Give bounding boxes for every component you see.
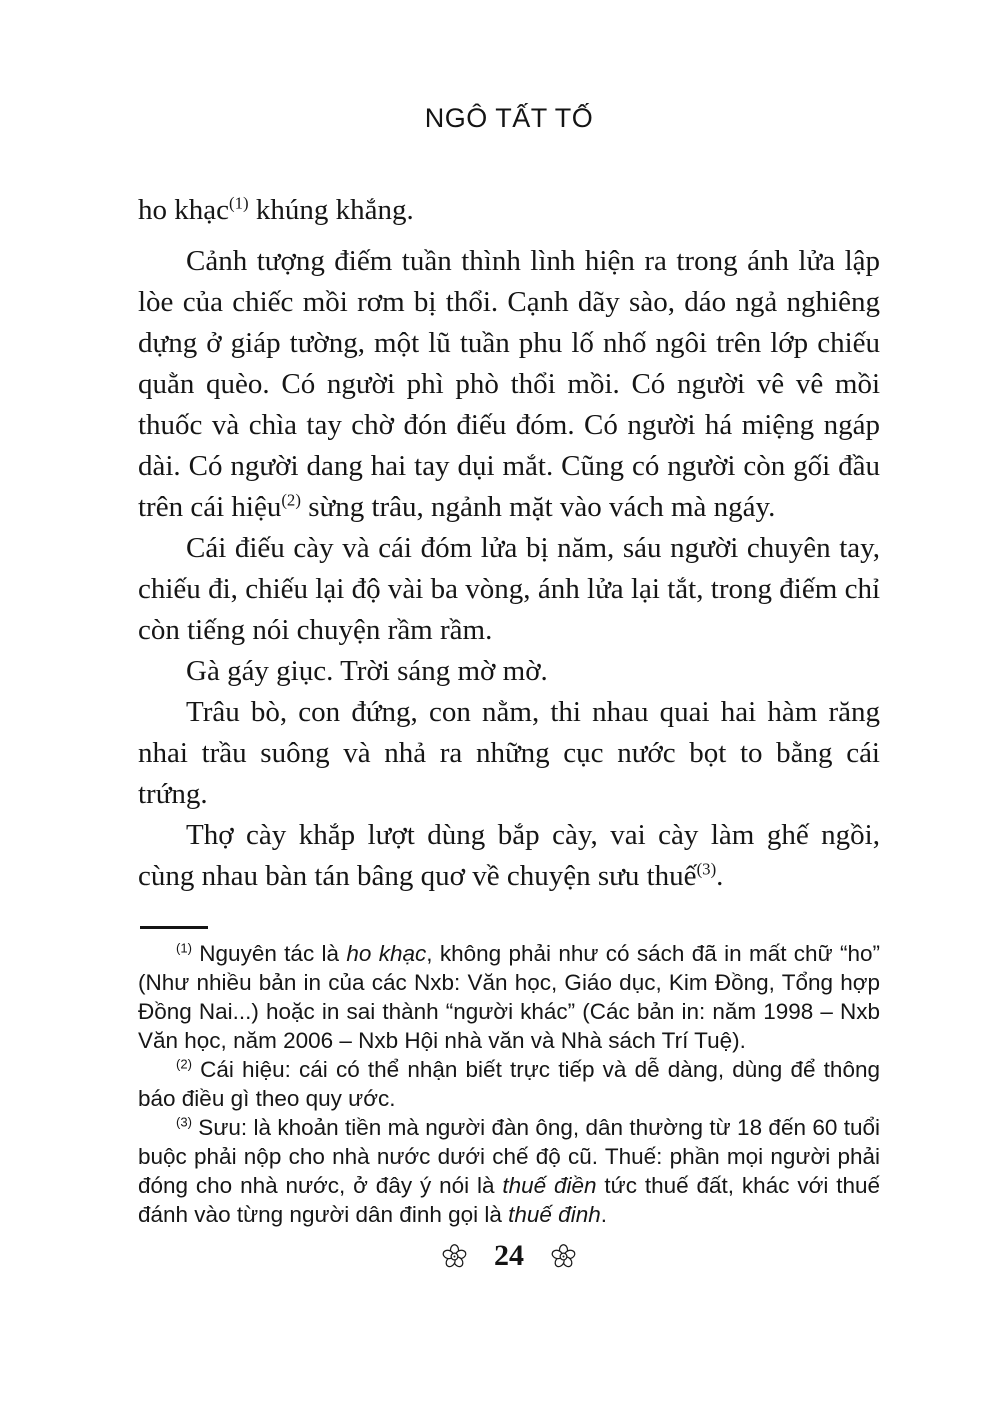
footnote: $^{(1)}$ Nguyên tác là ho khạc, không phải như có sách đã in mất chữ “ho” (Như nhiều bản in của các Nxb: Văn học, Giáo dục, Kim Đồng, Tổng hợp Đồng Nai...) hoặc in sai thành “người khác” (Các bản in: năm 1998 – Nxb Văn học, năm 2006 – Nxb Hội nhà văn và Nhà sách Trí Tuệ). (138, 940, 880, 1053)
body-paragraph: Thợ cày khắp lượt dùng bắp cày, vai cày làm ghế ngồi, cùng nhau bàn tán bâng quơ về chuyện sưu thuế$^{(3)}$. (138, 819, 880, 892)
body-text (138, 190, 880, 897)
body-paragraph: Trâu bò, con đứng, con nằm, thi nhau quai hai hàm răng nhai trầu suông và nhả ra những cục nước bọt to bằng cái trứng. (138, 696, 880, 810)
body-paragraph: Gà gáy giục. Trời sáng mờ mờ. (186, 655, 548, 687)
flower-ornament-icon (550, 1243, 577, 1270)
footnote: $^{(2)}$ Cái hiệu: cái có thể nhận biết trực tiếp và dễ dàng, dùng để thông báo điều gì theo quy ước. (138, 1056, 880, 1111)
footnote-separator (140, 926, 208, 929)
body-paragraph: Cảnh tượng điếm tuần thình lình hiện ra trong ánh lửa lập lòe của chiếc mồi rơm bị thổi. Cạnh dãy sào, dáo ngả nghiêng dựng ở giáp tường, một lũ tuần phu lố nhố ngôi trên lớp chiếu quằn quèo. Có người phì phò thổi mồi. Có người vê vê mồi thuốc và chìa tay chờ đón điếu đóm. Có người há miệng ngáp dài. Có người dang hai tay dụi mắt. Cũng có người còn gối đầu trên cái hiệu$^{(2)}$ sừng trâu, ngảnh mặt vào vách mà ngáy. (138, 245, 880, 523)
footnotes-section (138, 939, 880, 1229)
body-paragraph: Cái điếu cày và cái đóm lửa bị năm, sáu người chuyên tay, chiếu đi, chiếu lại độ vài ba vòng, ánh lửa lại tắt, trong điếm chỉ còn tiếng nói chuyện rầm rầm. (138, 532, 880, 646)
footnote: $^{(3)}$ Sưu: là khoản tiền mà người đàn ông, dân thường từ 18 đến 60 tuổi buộc phải nộp cho nhà nước dưới chế độ cũ. Thuế: phần mọi người phải đóng cho nhà nước, ở đây ý nói là thuế điền tức thuế đất, khác với thuế đánh vào từng người dân đinh gọi là thuế đinh. (138, 1114, 880, 1227)
page-footer (138, 1239, 880, 1273)
page-number: 24 (494, 1239, 524, 1272)
flower-ornament-icon (441, 1243, 468, 1270)
body-paragraph: ho khạc$^{(1)}$ khúng khắng. (138, 193, 414, 226)
running-header: NGÔ TẤT TỐ (424, 103, 594, 133)
